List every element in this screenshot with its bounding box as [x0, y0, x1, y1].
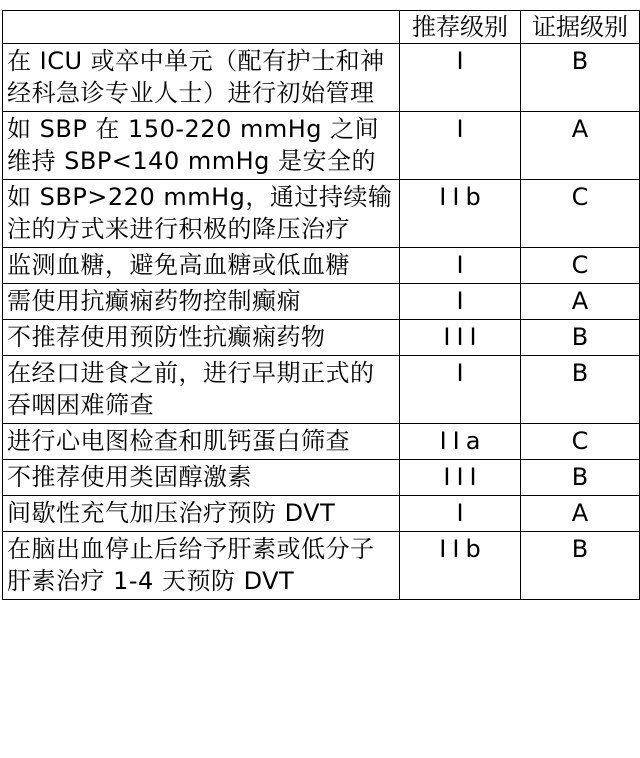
grade-value: I [456, 251, 470, 279]
grade-value: III [443, 463, 483, 491]
recommendation-text: 监测血糖，避免高血糖或低血糖 [3, 248, 400, 284]
evidence-level: B [521, 44, 640, 112]
recommendation-grade [400, 284, 521, 320]
header-item [3, 11, 400, 44]
table-row [3, 460, 640, 496]
table-row [3, 496, 640, 532]
table-row [3, 320, 640, 356]
grade-value: IIa [439, 427, 487, 455]
recommendation-text: 在脑出血停止后给予肝素或低分子肝素治疗 1-4 天预防 DVT [3, 532, 400, 600]
evidence-level: C [521, 180, 640, 248]
recommendation-table [2, 10, 640, 600]
grade-value: I [456, 499, 470, 527]
table-row [3, 424, 640, 460]
recommendation-text: 进行心电图检查和肌钙蛋白筛查 [3, 424, 400, 460]
table-row [3, 180, 640, 248]
grade-value: I [456, 47, 470, 75]
header-row [3, 11, 640, 44]
grade-value: IIb [439, 535, 487, 563]
table-row [3, 532, 640, 600]
recommendation-grade [400, 112, 521, 180]
evidence-level: A [521, 112, 640, 180]
recommendation-text: 不推荐使用类固醇激素 [3, 460, 400, 496]
grade-value: IIb [439, 183, 487, 211]
recommendation-grade [400, 44, 521, 112]
evidence-level: B [521, 460, 640, 496]
evidence-level: C [521, 248, 640, 284]
recommendation-grade [400, 424, 521, 460]
recommendation-grade [400, 248, 521, 284]
table-row [3, 44, 640, 112]
recommendation-text: 如 SBP 在 150-220 mmHg 之间维持 SBP<140 mmHg 是安全的 [3, 112, 400, 180]
recommendation-grade [400, 320, 521, 356]
recommendation-grade [400, 356, 521, 424]
grade-value: I [456, 287, 470, 315]
recommendation-grade [400, 460, 521, 496]
recommendation-grade [400, 180, 521, 248]
grade-value: I [456, 359, 470, 387]
recommendation-grade [400, 532, 521, 600]
table-row [3, 248, 640, 284]
recommendation-text: 间歇性充气加压治疗预防 DVT [3, 496, 400, 532]
recommendation-text: 如 SBP>220 mmHg，通过持续输注的方式来进行积极的降压治疗 [3, 180, 400, 248]
recommendation-text: 需使用抗癫痫药物控制癫痫 [3, 284, 400, 320]
evidence-level: C [521, 424, 640, 460]
evidence-level: A [521, 284, 640, 320]
evidence-level: B [521, 532, 640, 600]
grade-value: I [456, 115, 470, 143]
recommendation-text: 在经口进食之前，进行早期正式的吞咽困难筛查 [3, 356, 400, 424]
table-row [3, 356, 640, 424]
evidence-level: B [521, 320, 640, 356]
header-evidence-level: 证据级别 [521, 11, 640, 44]
table-row [3, 112, 640, 180]
recommendation-table-container [2, 10, 640, 600]
table-row [3, 284, 640, 320]
evidence-level: A [521, 496, 640, 532]
header-recommendation-grade: 推荐级别 [400, 11, 521, 44]
recommendation-text: 不推荐使用预防性抗癫痫药物 [3, 320, 400, 356]
recommendation-text: 在 ICU 或卒中单元（配有护士和神经科急诊专业人士）进行初始管理 [3, 44, 400, 112]
recommendation-grade [400, 496, 521, 532]
grade-value: III [443, 323, 483, 351]
evidence-level: B [521, 356, 640, 424]
